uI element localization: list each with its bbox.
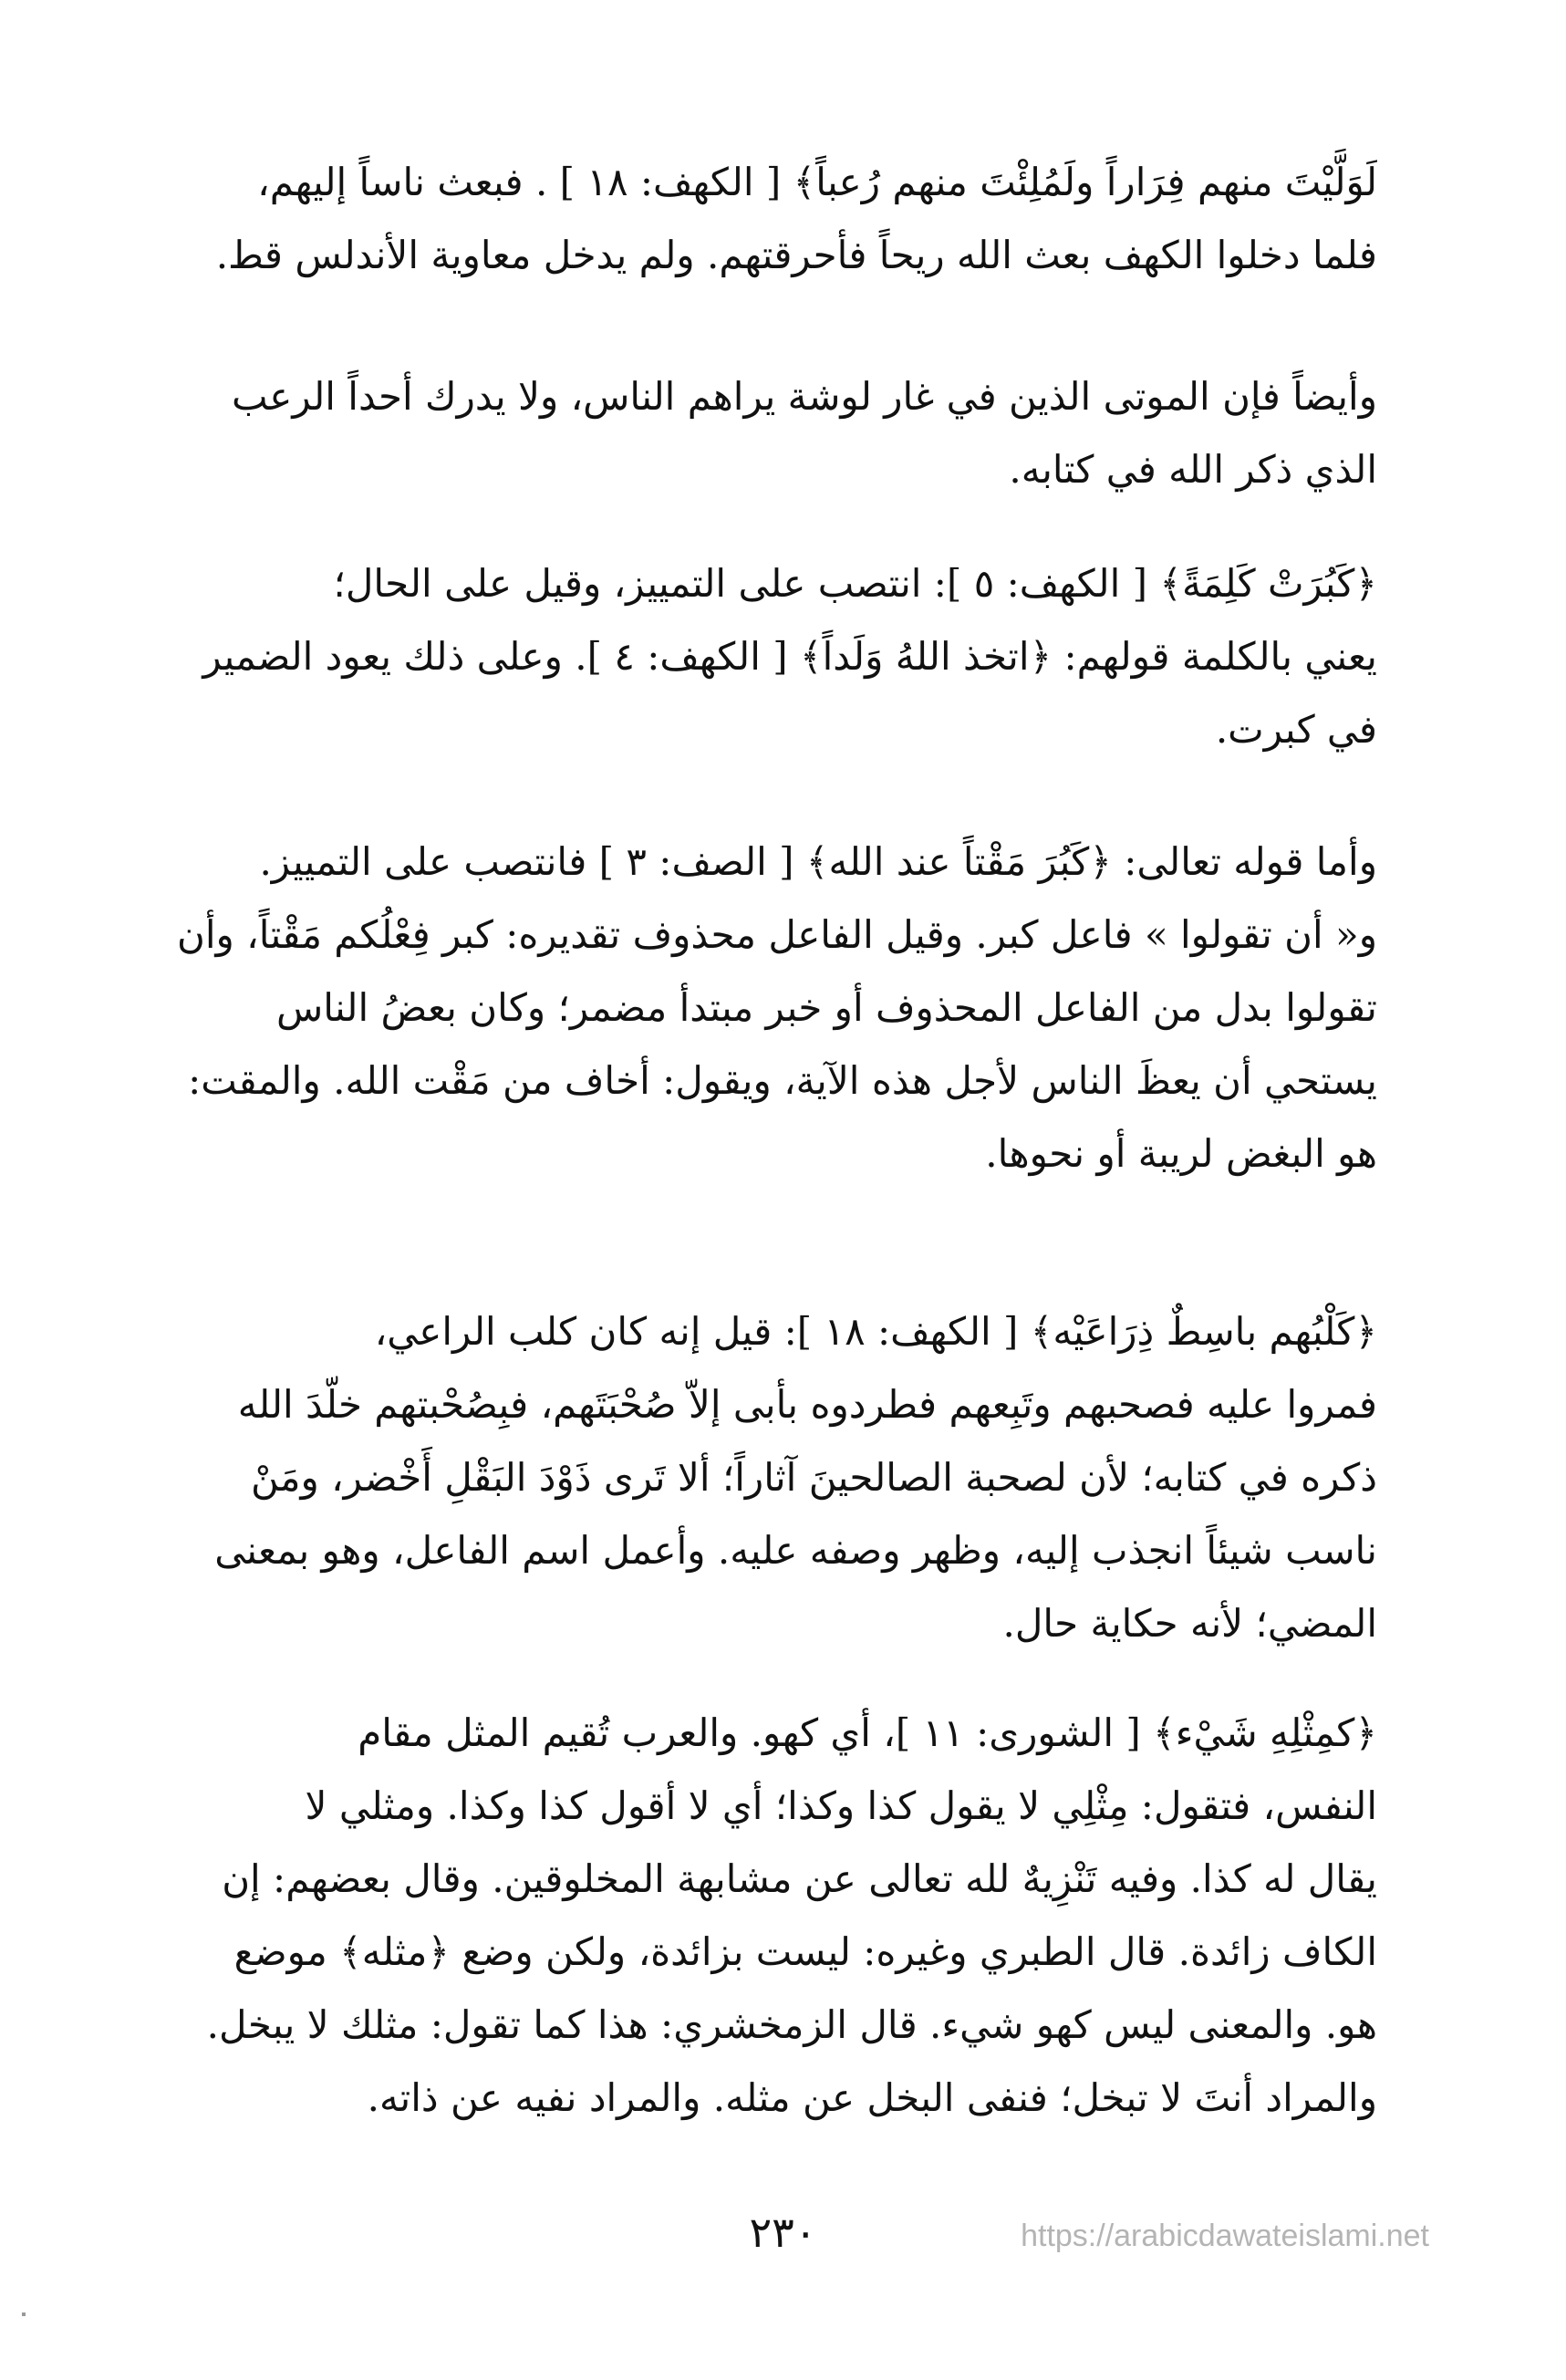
- text-line: هو. والمعنى ليس كهو شيء. قال الزمخشري: هذا كما تقول: مثلك لا يبخل.: [206, 2002, 1377, 2047]
- text-line: و« أن تقولوا » فاعل كبر. وقيل الفاعل محذوف تقديره: كبر فِعْلُكم مَقْتاً، وأن: [177, 912, 1377, 957]
- text-line: النفس، فتقول: مِثْلِي لا يقول كذا وكذا؛ أي لا أقول كذا وكذا. ومثلي لا: [305, 1783, 1377, 1828]
- text-line: ﴿كمِثْلِهِ شَيْء﴾ [ الشورى: ١١ ]، أي كهو. والعرب تُقيم المثل مقام: [358, 1710, 1377, 1755]
- text-line: وأما قوله تعالى: ﴿كَبُرَ مَقْتاً عند الله﴾ [ الصف: ٣ ] فانتصب على التمييز.: [259, 839, 1377, 884]
- text-line: فلما دخلوا الكهف بعث الله ريحاً فأحرقتهم. ولم يدخل معاوية الأندلس قط.: [215, 233, 1377, 277]
- text-line: المضي؛ لأنه حكاية حال.: [1002, 1601, 1377, 1646]
- text-line: يعني بالكلمة قولهم: ﴿اتخذ اللهُ وَلَداً﴾ [ الكهف: ٤ ]. وعلى ذلك يعود الضمير: [202, 634, 1377, 679]
- paragraph-5: [100, 1295, 1377, 1660]
- paragraph-3: [100, 547, 1377, 766]
- text-line: الذي ذكر الله في كتابه.: [1009, 447, 1377, 492]
- paragraph-1: [100, 146, 1377, 292]
- text-line: ﴿كَلْبُهم باسِطٌ ذِرَاعَيْه﴾ [ الكهف: ١٨ ]: قيل إنه كان كلب الراعي،: [374, 1309, 1377, 1354]
- scan-speck: [22, 2312, 26, 2316]
- paragraph-6: [100, 1697, 1377, 2135]
- text-line: ﴿كَبُرَتْ كَلِمَةً﴾ [ الكهف: ٥ ]: انتصب على التمييز، وقيل على الحال؛: [333, 561, 1377, 606]
- page-number: ٢٣٠: [749, 2208, 817, 2257]
- watermark-url: https://arabicdawateislami.net: [1021, 2219, 1429, 2253]
- text-line: تقولوا بدل من الفاعل المحذوف أو خبر مبتدأ مضمر؛ وكان بعضُ الناس: [275, 985, 1377, 1030]
- text-line: لَوَلَّيْتَ منهم فِرَاراً ولَمُلِئْتَ منهم رُعباً﴾ [ الكهف: ١٨ ] . فبعث ناساً إليهم،: [257, 160, 1377, 204]
- text-line: الكاف زائدة. قال الطبري وغيره: ليست بزائدة، ولكن وضع ﴿مثله﴾ موضع: [233, 1929, 1377, 1974]
- text-line: يستحي أن يعظَ الناس لأجل هذه الآية، ويقول: أخاف من مَقْت الله. والمقت:: [188, 1058, 1377, 1103]
- text-line: والمراد أنتَ لا تبخل؛ فنفى البخل عن مثله. والمراد نفيه عن ذاته.: [367, 2075, 1377, 2120]
- text-line: فمروا عليه فصحبهم وتَبِعهم فطردوه بأبى إلاّ صُحْبَتَهم، فبِصُحْبتهم خلّدَ الله: [237, 1382, 1377, 1427]
- text-line: في كبرت.: [1215, 707, 1377, 752]
- text-line: ذكره في كتابه؛ لأن لصحبة الصالحينَ آثاراً؛ ألا تَرى ذَوْدَ البَقْلِ أَخْضر، ومَنْ: [251, 1455, 1377, 1500]
- paragraph-4: [100, 826, 1377, 1190]
- text-line: يقال له كذا. وفيه تَنْزِيهٌ لله تعالى عن مشابهة المخلوقين. وقال بعضهم: إن: [222, 1856, 1377, 1901]
- text-line: ناسب شيئاً انجذب إليه، وظهر وصفه عليه. وأعمل اسم الفاعل، وهو بمعنى: [214, 1528, 1377, 1573]
- text-line: وأيضاً فإن الموتى الذين في غار لوشة يراهم الناس، ولا يدرك أحداً الرعب: [232, 374, 1377, 419]
- paragraph-2: [100, 360, 1377, 506]
- text-line: هو البغض لريبة أو نحوها.: [985, 1131, 1377, 1176]
